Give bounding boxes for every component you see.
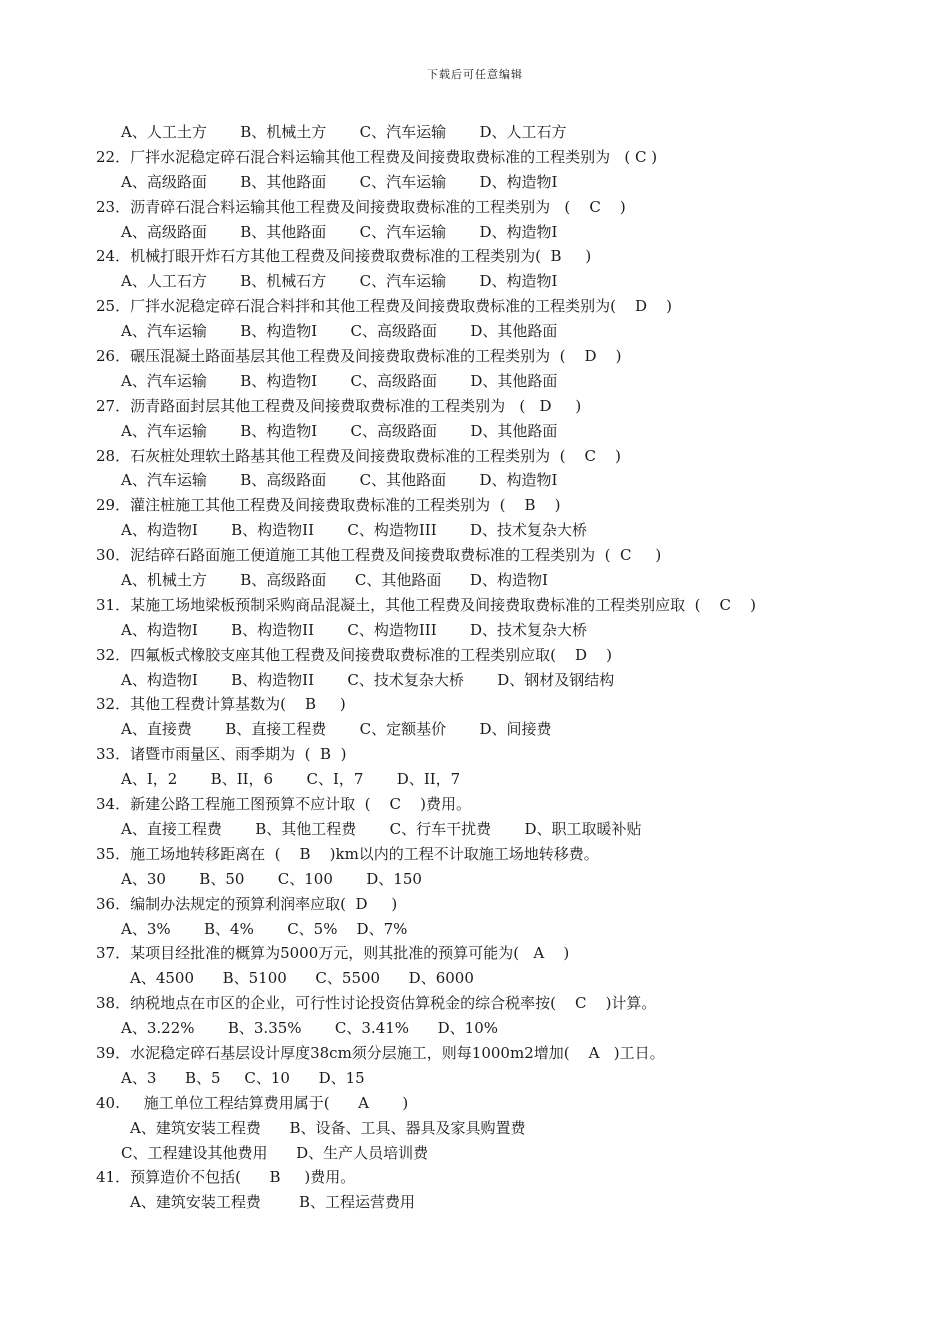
question-line: 40. 施工单位工程结算费用属于( A ) bbox=[96, 1093, 409, 1112]
question-line: 25．厂拌水泥稳定碎石混合料拌和其他工程费及间接费取费标准的工程类别为( D ) bbox=[96, 297, 672, 316]
question-list bbox=[0, 120, 950, 1215]
options-line: A、构造物I B、构造物II C、构造物III D、技术复杂大桥 bbox=[121, 620, 588, 639]
question-line: 39．水泥稳定碎石基层设计厚度38cm须分层施工，则每1000m2增加( A )工日。 bbox=[96, 1043, 665, 1062]
options-line: A、人工土方 B、机械土方 C、汽车运输 D、人工石方 bbox=[121, 123, 567, 141]
question-line: 24．机械打眼开炸石方其他工程费及间接费取费标准的工程类别为( B ) bbox=[96, 247, 592, 266]
question-line: 38．纳税地点在市区的企业，可行性讨论投资估算税金的综合税率按( C )计算。 bbox=[96, 994, 657, 1013]
question-line: 26．碾压混凝土路面基层其他工程费及间接费取费标准的工程类别为 ( D ) bbox=[96, 347, 622, 366]
options-line: A、构造物I B、构造物II C、构造物III D、技术复杂大桥 bbox=[121, 521, 588, 540]
options-line: A、3.22% B、3.35% C、3.41% D、10% bbox=[121, 1019, 499, 1038]
question-line: 31．某施工场地梁板预制采购商品混凝土，其他工程费及间接费取费标准的工程类别应取 ( C ) bbox=[96, 595, 756, 614]
options-line: A、3% B、4% C、5% D、7% bbox=[121, 919, 408, 938]
options-line: A、直接工程费 B、其他工程费 C、行车干扰费 D、职工取暖补贴 bbox=[121, 819, 642, 838]
options-line: A、机械土方 B、高级路面 C、其他路面 D、构造物I bbox=[121, 571, 548, 590]
options-line: A、高级路面 B、其他路面 C、汽车运输 D、构造物I bbox=[121, 222, 558, 241]
options-line: A、高级路面 B、其他路面 C、汽车运输 D、构造物I bbox=[121, 172, 558, 191]
options-line: A、汽车运输 B、高级路面 C、其他路面 D、构造物I bbox=[121, 471, 558, 490]
options-line: A、直接费 B、直接工程费 C、定额基价 D、间接费 bbox=[121, 720, 552, 739]
question-line: 30．泥结碎石路面施工便道施工其他工程费及间接费取费标准的工程类别为 ( C ) bbox=[96, 546, 662, 565]
question-line: 41．预算造价不包括( B )费用。 bbox=[96, 1168, 356, 1187]
options-line: A、3 B、5 C、10 D、15 bbox=[121, 1068, 365, 1087]
question-line: 35．施工场地转移距离在 ( B )km以内的工程不计取施工场地转移费。 bbox=[96, 844, 599, 863]
question-line: 37．某项目经批准的概算为5000万元，则其批准的预算可能为( A ) bbox=[96, 944, 570, 963]
options-line: A、30 B、50 C、100 D、150 bbox=[121, 869, 422, 888]
options-line: A、构造物I B、构造物II C、技术复杂大桥 D、钢材及钢结构 bbox=[121, 670, 615, 689]
options-line: A、4500 B、5100 C、5500 D、6000 bbox=[130, 969, 474, 988]
options-line: A、建筑安装工程费 B、工程运营费用 bbox=[130, 1193, 416, 1212]
options-line: A、汽车运输 B、构造物I C、高级路面 D、其他路面 bbox=[121, 371, 558, 390]
question-line: 23．沥青碎石混合料运输其他工程费及间接费取费标准的工程类别为 ( C ) bbox=[96, 197, 626, 216]
question-line: 22．厂拌水泥稳定碎石混合料运输其他工程费及间接费取费标准的工程类别为 ( C ) bbox=[96, 147, 658, 166]
question-line: 27．沥青路面封层其他工程费及间接费取费标准的工程类别为 ( D ) bbox=[96, 396, 582, 415]
options-line: A、汽车运输 B、构造物I C、高级路面 D、其他路面 bbox=[121, 421, 558, 440]
question-line: 33．诸暨市雨量区、雨季期为 ( B ) bbox=[96, 745, 347, 764]
options-line: A、建筑安装工程费 B、设备、工具、器具及家具购置费 bbox=[130, 1118, 526, 1137]
options-line: A、人工石方 B、机械石方 C、汽车运输 D、构造物I bbox=[121, 272, 558, 291]
options-line: A、I，2 B、II，6 C、I，7 D、II，7 bbox=[121, 770, 461, 789]
question-line: 32．四氟板式橡胶支座其他工程费及间接费取费标准的工程类别应取( D ) bbox=[96, 645, 612, 664]
question-line: 34．新建公路工程施工图预算不应计取 ( C )费用。 bbox=[96, 795, 471, 814]
options-line: A、汽车运输 B、构造物I C、高级路面 D、其他路面 bbox=[121, 322, 558, 341]
options-line: C、工程建设其他费用 D、生产人员培训费 bbox=[121, 1143, 429, 1162]
question-line: 28．石灰桩处理软土路基其他工程费及间接费取费标准的工程类别为 ( C ) bbox=[96, 446, 621, 465]
question-line: 29．灌注桩施工其他工程费及间接费取费标准的工程类别为 ( B ) bbox=[96, 496, 561, 515]
page-header: 下载后可任意编辑 bbox=[427, 68, 523, 81]
question-line: 36．编制办法规定的预算利润率应取( D ) bbox=[96, 894, 398, 913]
question-line: 32．其他工程费计算基数为( B ) bbox=[96, 695, 346, 714]
